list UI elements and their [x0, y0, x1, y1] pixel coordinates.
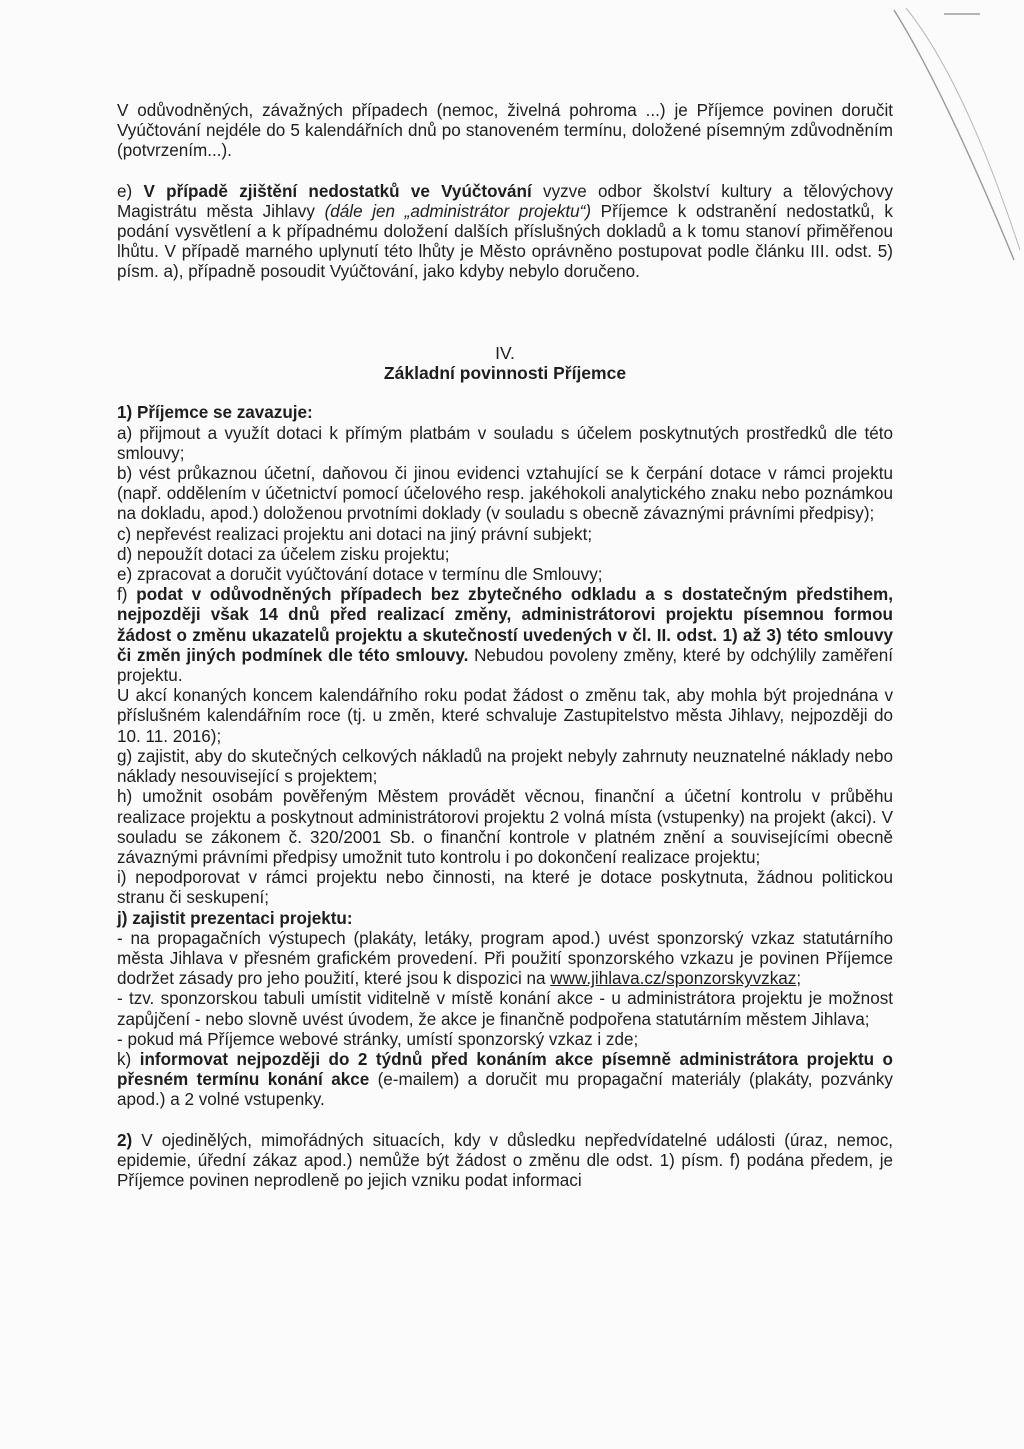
obligation-k-prefix: k)	[117, 1049, 140, 1069]
obligation-e: e) zpracovat a doručit vyúčtování dotace v termínu dle Smlouvy;	[117, 565, 603, 585]
paragraph-e-bold: V případě zjištění nedostatků ve Vyúčtování	[143, 181, 532, 201]
paragraph-intro: V odůvodněných, závažných případech (nemoc, živelná pohroma ...) je Příjemce povinen doručit Vyúčtování nejdéle do 5 kalendářních dnů po stanoveném termínu, doložené písemným zdůvodněním (potvrzením...).	[117, 101, 893, 161]
scan-fold-mark	[884, 0, 1024, 280]
document-body	[117, 101, 893, 1191]
obligation-k-bold: informovat nejpozději do 2 týdnů před konáním akce písemně administrátora projektu o přesném termínu konání akce	[117, 1049, 893, 1090]
obligation-h: h) umožnit osobám pověřeným Městem provádět věcnou, finanční a účetní kontrolu v průběhu realizace projektu a poskytnout administrátorovi projektu 2 volná místa (vstupenky) na projekt (akci). V souladu se zákonem č. 320/2001 Sb. o finanční kontrole v platném znění a souvisejícími obecně závaznými právními předpisy umožnit tuto kontrolu i po dokončení realizace projektu;	[117, 787, 893, 867]
obligation-f	[117, 585, 893, 686]
paragraph-e-italic: (dále jen „administrátor projektu“)	[324, 201, 592, 221]
obligation-j-heading: j) zajistit prezentaci projektu:	[117, 908, 353, 928]
obligation-d: d) nepoužít dotaci za účelem zisku projektu;	[117, 544, 450, 564]
paragraph-e	[117, 182, 893, 283]
obligation-k	[117, 1050, 893, 1111]
obligation-g: g) zajistit, aby do skutečných celkových nákladů na projekt nebyly zahrnuty neuznatelné náklady nebo náklady nesouvisející s projektem;	[117, 746, 893, 787]
paragraph-2-text: V ojedinělých, mimořádných situacích, kdy v důsledku nepředvídatelné události (úraz, nemoc, epidemie, úřední zákaz apod.) nemůže být žádost o změnu dle odst. 1) písm. f) podána předem, je Příjemce povinen neprodleně po jejich vzniku podat informaci	[117, 1130, 893, 1190]
paragraph-2	[117, 1131, 893, 1192]
section-title: Základní povinnosti Příjemce	[383, 363, 627, 384]
paragraph-e-text2: Příjemce k odstranění nedostatků, k podání vysvětlení a k případnému doložení dalších příslušných dokladů a k tomu stanoví přiměřenou lhůtu. V případě marného uplynutí této lhůty je Město oprávněno postupovat podle článku III. odst. 5) písm. a), případně posoudit Vyúčtování, jako kdyby nebylo doručeno.	[117, 201, 893, 282]
section-heading	[117, 343, 893, 384]
paragraph-e-prefix: e)	[117, 181, 144, 201]
obligation-f-bold: podat v odůvodněných případech bez zbytečného odkladu a s dostatečným předstihem, nejpozději však 14 dnů před realizací změny, administrátorovi projektu písemnou formou žádost o změnu ukazatelů projektu a skutečností uvedených v čl. II. odst. 1) až 3) této smlouvy či změn jiných podmínek dle této smlouvy.	[117, 585, 893, 665]
obligation-b: b) vést průkaznou účetní, daňovou či jinou evidenci vztahující se k čerpání dotace v rámci projektu (např. oddělením v účetnictví pomocí účelového resp. jakéhokoli analytického znaku nebo poznámkou na dokladu, apod.) doloženou prvotními doklady (v souladu s obecně závaznými právními předpisy);	[117, 464, 893, 524]
obligation-j1-end: ;	[796, 969, 802, 989]
obligation-j1	[117, 929, 893, 990]
obligation-f-rest: Nebudou povoleny změny, které by odchýlily zaměření projektu.	[117, 645, 893, 686]
sponsor-link[interactable]: www.jihlava.cz/sponzorskyvzkaz	[550, 969, 797, 989]
section-number: IV.	[495, 342, 515, 363]
obligation-j1-text: - na propagačních výstupech (plakáty, letáky, program apod.) uvést sponzorský vzkaz statutárního města Jihlava v přesném grafickém provedení. Při použití sponzorského vzkazu je povinen Příjemce dodržet zásady pro jeho použití, které jsou k dispozici na	[117, 928, 893, 989]
obligation-c: c) nepřevést realizaci projektu ani dotaci na jiný právní subjekt;	[117, 524, 593, 544]
obligation-f-note: U akcí konaných koncem kalendářního roku podat žádost o změnu tak, aby mohla být projednána v příslušném kalendářním roce (tj. u změn, které schvaluje Zastupitelstvo města Jihlavy, nejpozději do 10. 11. 2016);	[117, 686, 893, 746]
paragraph-e-text1: vyzve odbor školství kultury a tělovýchovy Magistrátu města Jihlavy	[117, 181, 893, 221]
obligation-j2: - tzv. sponzorskou tabuli umístit viditelně v místě konání akce - u administrátora projektu je možnost zapůjčení - nebo slovně uvést úvodem, že akce je finančně podpořena statutárním městem Jihlava;	[117, 989, 893, 1029]
paragraph-2-number: 2)	[117, 1130, 133, 1150]
obligation-i: i) nepodporovat v rámci projektu nebo činnosti, na které je dotace poskytnuta, žádnou politickou stranu či seskupení;	[117, 868, 893, 908]
obligation-j3: - pokud má Příjemce webové stránky, umístí sponzorský vzkaz i zde;	[117, 1029, 639, 1049]
obligations-lead: 1) Příjemce se zavazuje:	[117, 403, 313, 423]
obligation-a: a) přijmout a využít dotaci k přímým platbám v souladu s účelem poskytnutých prostředků dle této smlouvy;	[117, 423, 893, 463]
obligation-f-prefix: f)	[117, 585, 137, 605]
obligation-k-rest: (e-mailem) a doručit mu propagační materiály (plakáty, pozvánky apod.) a 2 volné vstupenky.	[117, 1070, 893, 1110]
